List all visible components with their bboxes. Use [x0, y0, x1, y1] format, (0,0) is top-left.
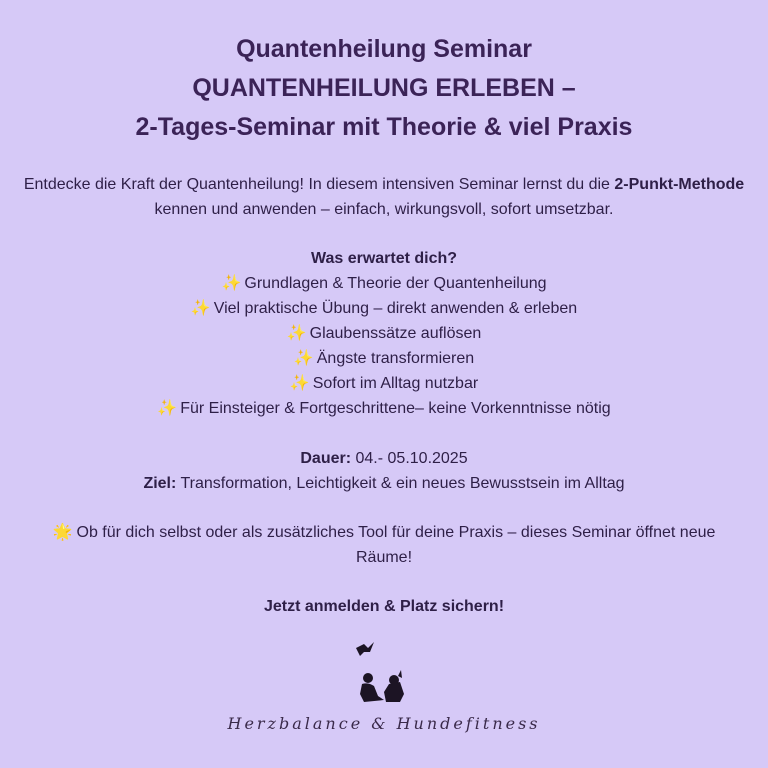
title-line-3: 2-Tages-Seminar mit Theorie & viel Praxis	[135, 113, 633, 141]
call-to-action: Jetzt anmelden & Platz sichern!	[263, 598, 505, 615]
list-item-text: Ängste transformieren	[316, 350, 475, 367]
list-item	[0, 396, 768, 421]
list-item	[0, 321, 768, 346]
closing-paragraph	[0, 520, 768, 570]
sparkles-icon: ✨	[157, 400, 178, 417]
list-item-text: Sofort im Alltag nutzbar	[312, 375, 479, 392]
goal-line	[0, 471, 768, 496]
brand-logo-icon	[334, 636, 430, 716]
list-item	[0, 346, 768, 371]
list-item	[0, 271, 768, 296]
brand-name: Herzbalance & Hundefitness	[227, 714, 541, 733]
list-item	[0, 296, 768, 321]
list-item-text: Glaubenssätze auflösen	[309, 325, 482, 342]
duration-value: 04.- 05.10.2025	[351, 450, 468, 467]
intro-text-after: kennen und anwenden – einfach, wirkungsvoll, sofort umsetzbar.	[154, 201, 614, 218]
list-item-text: Für Einsteiger & Fortgeschrittene– keine Vorkenntnisse nötig	[180, 400, 611, 417]
expectations-section	[0, 246, 768, 421]
list-item-text: Viel praktische Übung – direkt anwenden & erleben	[213, 300, 578, 317]
closing-text: Ob für dich selbst oder als zusätzliches Tool für deine Praxis – dieses Seminar öffnet neue Räume!	[76, 524, 716, 566]
facts-section	[0, 446, 768, 496]
sparkles-icon: ✨	[293, 350, 314, 367]
intro-method-name: 2-Punkt-Methode	[614, 176, 745, 193]
sparkles-icon: ✨	[286, 325, 307, 342]
list-item-text: Grundlagen & Theorie der Quantenheilung	[244, 275, 547, 292]
sparkles-icon: ✨	[289, 375, 310, 392]
list-item	[0, 371, 768, 396]
duration-label: Dauer:	[300, 450, 352, 467]
intro-paragraph	[14, 172, 754, 222]
goal-label: Ziel:	[143, 475, 177, 492]
title-line-1: Quantenheilung Seminar	[236, 35, 532, 63]
expectations-heading: Was erwartet dich?	[310, 250, 458, 267]
page-title	[0, 30, 768, 147]
sparkles-icon: ✨	[221, 275, 242, 292]
intro-text-before: Entdecke die Kraft der Quantenheilung! In diesem intensiven Seminar lernst du die	[23, 176, 615, 193]
duration-line	[0, 446, 768, 471]
title-line-2: QUANTENHEILUNG ERLEBEN –	[192, 74, 576, 102]
glowing-star-icon: 🌟	[52, 524, 73, 541]
sparkles-icon: ✨	[190, 300, 211, 317]
goal-value: Transformation, Leichtigkeit & ein neues Bewusstsein im Alltag	[176, 475, 625, 492]
